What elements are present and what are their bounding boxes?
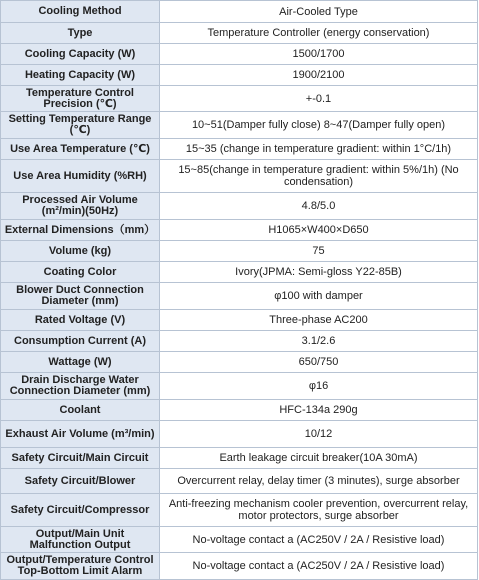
spec-value: φ16 [160,373,478,400]
spec-row [1,160,478,193]
spec-label: External Dimensions（mm） [1,220,160,241]
spec-value: H1065×W400×D650 [160,220,478,241]
spec-value: 1500/1700 [160,44,478,65]
spec-row [1,23,478,44]
spec-row [1,352,478,373]
spec-value: Air-Cooled Type [160,1,478,23]
spec-label: Use Area Humidity (%RH) [1,160,160,193]
spec-label: Heating Capacity (W) [1,65,160,86]
spec-value: 1900/2100 [160,65,478,86]
spec-label: Consumption Current (A) [1,331,160,352]
spec-value: HFC-134a 290g [160,400,478,421]
spec-row [1,553,478,580]
spec-row [1,527,478,553]
spec-row [1,283,478,310]
spec-row [1,448,478,469]
spec-label: Cooling Capacity (W) [1,44,160,65]
spec-label: Output/Temperature Control Top-Bottom Limit Alarm [1,553,160,580]
spec-value: No-voltage contact a (AC250V / 2A / Resistive load) [160,527,478,553]
spec-row [1,494,478,527]
spec-row [1,373,478,400]
spec-row [1,310,478,331]
spec-row [1,139,478,160]
spec-row [1,241,478,262]
spec-row [1,469,478,494]
spec-row [1,86,478,112]
spec-row [1,112,478,139]
spec-label: Processed Air Volume (m²/min)(50Hz) [1,193,160,220]
spec-label: Drain Discharge Water Connection Diameter (mm) [1,373,160,400]
spec-label: Coolant [1,400,160,421]
spec-row [1,44,478,65]
spec-value: 4.8/5.0 [160,193,478,220]
spec-value: Ivory(JPMA: Semi-gloss Y22-85B) [160,262,478,283]
spec-label: Safety Circuit/Blower [1,469,160,494]
spec-label: Temperature Control Precision (℃) [1,86,160,112]
spec-value: φ100 with damper [160,283,478,310]
spec-label: Setting Temperature Range (℃) [1,112,160,139]
spec-row [1,1,478,23]
spec-table-body [1,1,478,580]
spec-label: Safety Circuit/Compressor [1,494,160,527]
spec-row [1,220,478,241]
spec-label: Wattage (W) [1,352,160,373]
spec-value: No-voltage contact a (AC250V / 2A / Resistive load) [160,553,478,580]
spec-row [1,65,478,86]
spec-value: 15~85(change in temperature gradient: within 5%/1h) (No condensation) [160,160,478,193]
spec-value: 15~35 (change in temperature gradient: within 1°C/1h) [160,139,478,160]
spec-label: Type [1,23,160,44]
spec-label: Safety Circuit/Main Circuit [1,448,160,469]
spec-row [1,331,478,352]
spec-value: 75 [160,241,478,262]
spec-value: 650/750 [160,352,478,373]
spec-value: 3.1/2.6 [160,331,478,352]
spec-value: Three-phase AC200 [160,310,478,331]
spec-row [1,262,478,283]
spec-row [1,400,478,421]
spec-row [1,421,478,448]
spec-label: Exhaust Air Volume (m³/min) [1,421,160,448]
spec-row [1,193,478,220]
spec-label: Cooling Method [1,1,160,23]
spec-label: Use Area Temperature (℃) [1,139,160,160]
spec-value: Anti-freezing mechanism cooler prevention, overcurrent relay, motor protectors, surge absorber [160,494,478,527]
spec-value: +-0.1 [160,86,478,112]
spec-label: Volume (kg) [1,241,160,262]
spec-value: Earth leakage circuit breaker(10A 30mA) [160,448,478,469]
spec-value: Overcurrent relay, delay timer (3 minutes), surge absorber [160,469,478,494]
spec-value: 10/12 [160,421,478,448]
spec-label: Rated Voltage (V) [1,310,160,331]
spec-label: Coating Color [1,262,160,283]
spec-label: Blower Duct Connection Diameter (mm) [1,283,160,310]
spec-label: Output/Main Unit Malfunction Output [1,527,160,553]
spec-value: Temperature Controller (energy conservation) [160,23,478,44]
spec-value: 10~51(Damper fully close) 8~47(Damper fully open) [160,112,478,139]
